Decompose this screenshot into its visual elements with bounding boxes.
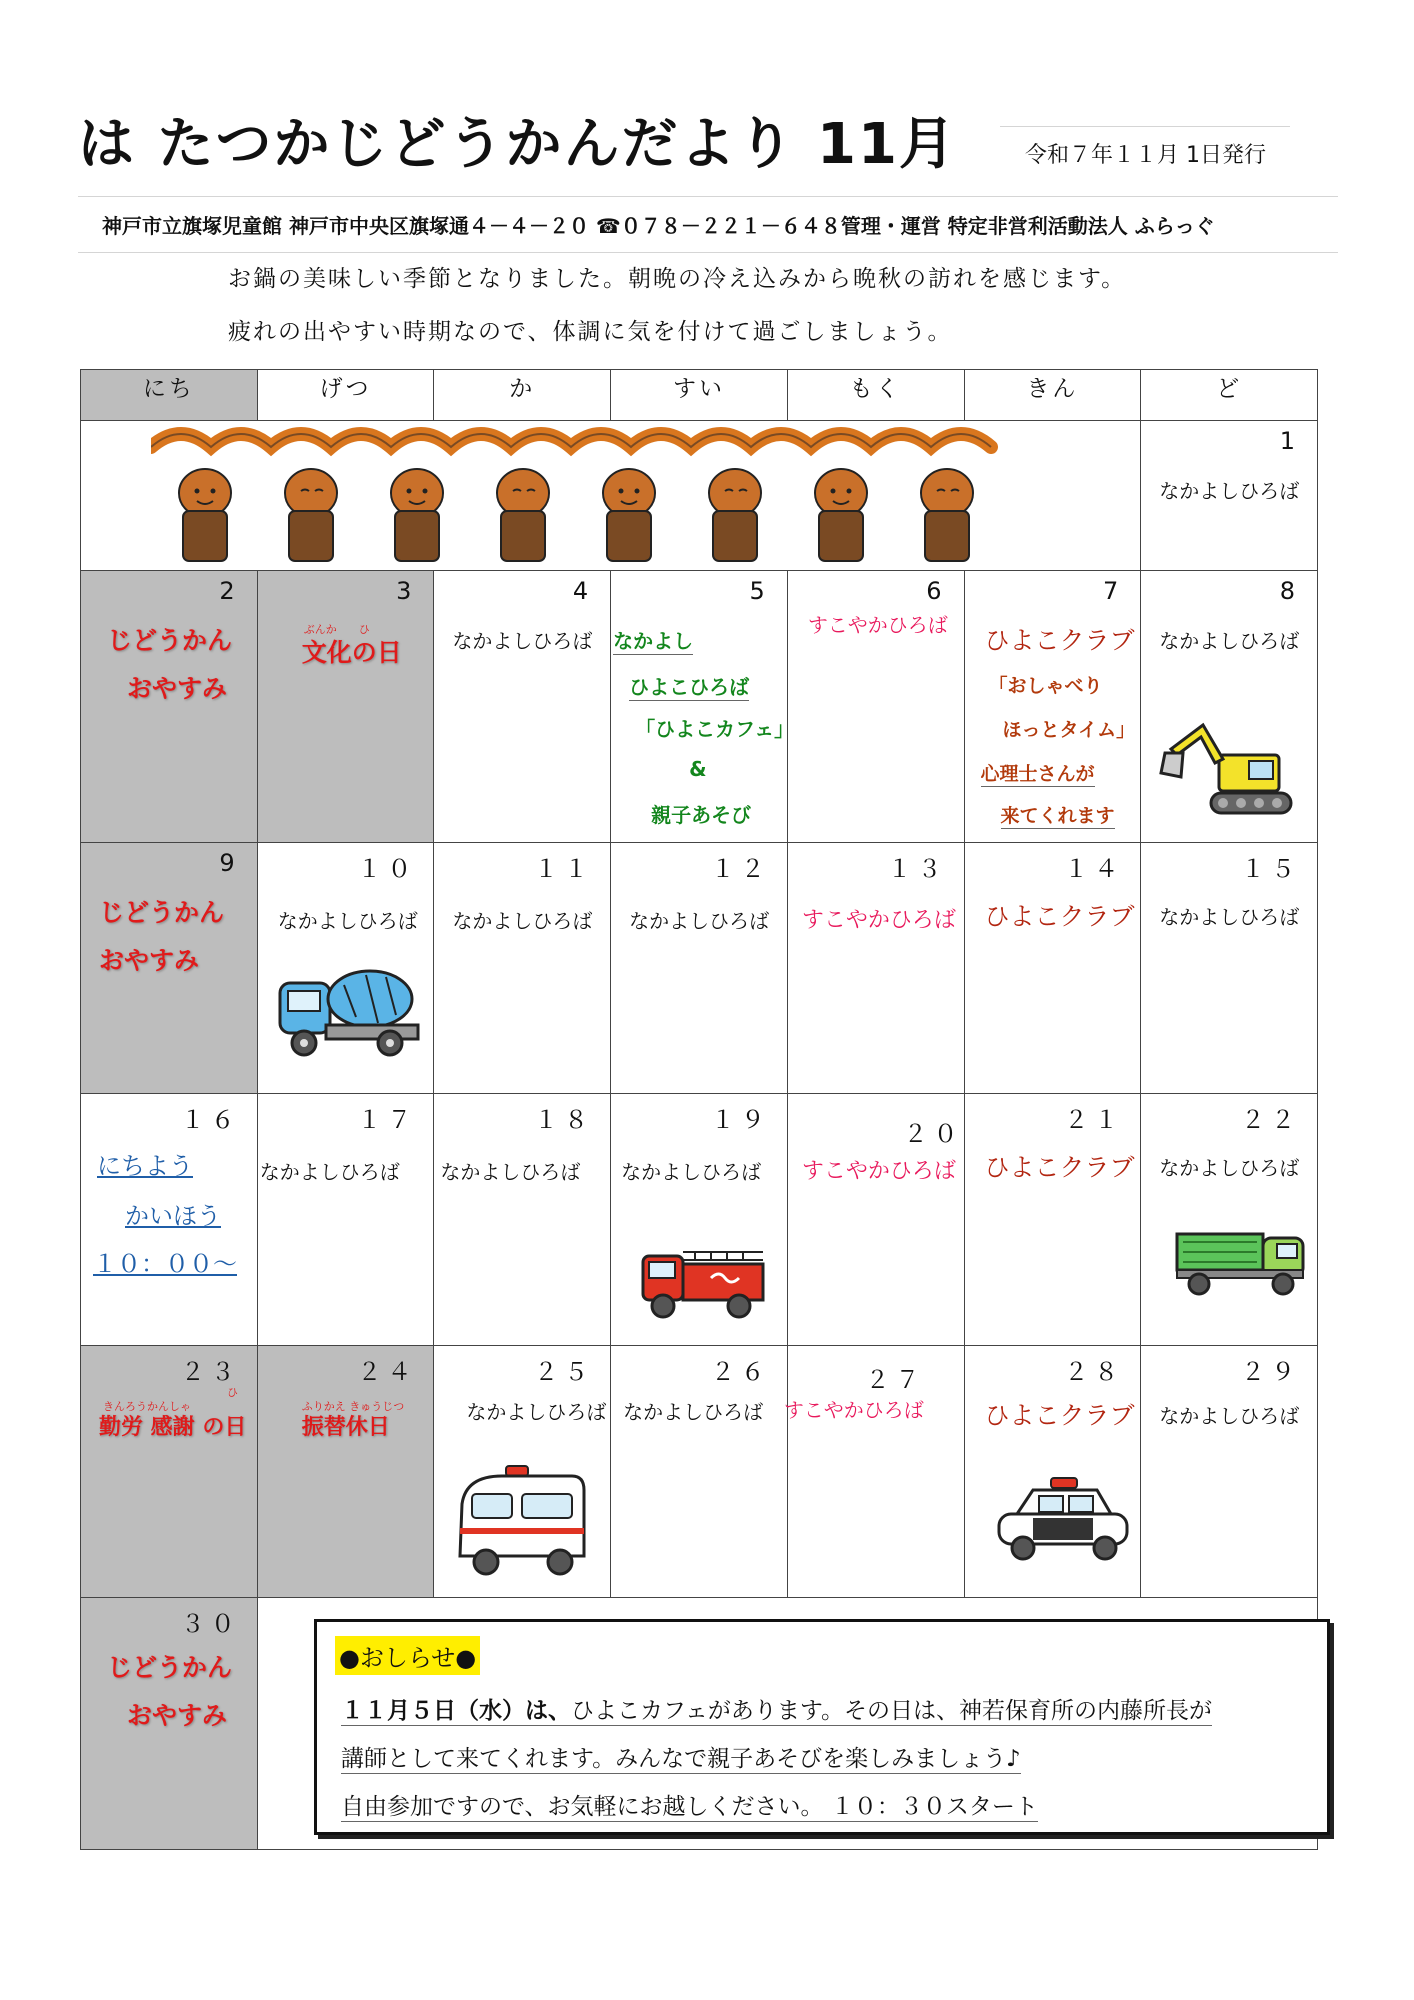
day-number: ２２	[1241, 1106, 1301, 1134]
ambulance-illustration	[452, 1464, 592, 1582]
day-cell	[434, 843, 611, 1094]
day-number: ３０	[180, 1610, 241, 1638]
event-label: 来てくれます	[1001, 801, 1115, 829]
day-cell	[611, 843, 788, 1094]
day-number: 3	[396, 577, 418, 605]
day-cell	[783, 1346, 964, 1598]
dump-truck-illustration	[1173, 1222, 1313, 1302]
weekday-header: すい	[611, 370, 788, 421]
notice-heading: ●おしらせ●	[335, 1636, 480, 1675]
notice-box	[314, 1619, 1330, 1835]
day-cell	[787, 843, 964, 1094]
notice-text: ひよこカフェがあります。その日は、神若保育所の内藤所長が	[571, 1698, 1213, 1724]
closed-label: じどうかん	[107, 626, 233, 655]
event-label: なかよしひろば	[1159, 1404, 1300, 1428]
event-label: すこやかひろば	[783, 1398, 924, 1422]
acorn-character	[815, 469, 867, 561]
day-cell	[257, 571, 434, 843]
event-label: なかよしひろば	[452, 629, 593, 653]
day-number: ２８	[1064, 1358, 1125, 1386]
event-label: すこやかひろば	[801, 1159, 956, 1184]
event-label: かいほう	[125, 1202, 221, 1230]
acorn-garland-illustration	[151, 423, 1031, 569]
acorn-character	[921, 469, 973, 561]
day-cell	[257, 843, 434, 1094]
event-label: なかよしひろば	[621, 1160, 762, 1184]
event-label: なかよしひろば	[466, 1400, 607, 1424]
acorn-character	[391, 469, 443, 561]
divider	[1000, 126, 1290, 127]
closed-label: じどうかん	[107, 1653, 233, 1682]
furigana: ぶんか ひ	[303, 623, 370, 636]
event-label: なかよし	[613, 625, 693, 655]
day-cell	[964, 843, 1141, 1094]
day-number: 9	[219, 849, 241, 877]
event-label: ひよこクラブ	[984, 1401, 1135, 1430]
day-number: １１	[534, 855, 595, 883]
holiday-label: 振替休日	[301, 1415, 390, 1440]
day-cell	[611, 1346, 788, 1598]
closed-label: おやすみ	[127, 674, 228, 703]
weekday-header: か	[434, 370, 611, 421]
weekday-header: きん	[964, 370, 1141, 421]
day-number: １４	[1064, 855, 1125, 883]
acorn-character	[285, 469, 337, 561]
weekday-header: にち	[81, 370, 258, 421]
event-label: 親子あそび	[651, 803, 752, 827]
event-label: ひよこクラブ	[984, 1153, 1135, 1182]
day-cell	[81, 1598, 258, 1850]
day-cell	[257, 1346, 434, 1598]
event-label: なかよしひろば	[440, 1160, 581, 1184]
event-label: ひよこクラブ	[984, 902, 1135, 931]
day-number: １３	[887, 855, 948, 883]
divider	[78, 252, 1338, 253]
day-number: 5	[749, 577, 771, 605]
day-number: ２４	[357, 1358, 418, 1386]
notice-line-3: 自由参加ですので、お気軽にお越しください。 １０：３０スタート	[341, 1788, 1038, 1822]
event-label: にちよう	[97, 1152, 193, 1180]
address-line: 神戸市立旗塚児童館 神戸市中央区旗塚通４－４－２０ ☎０７８－２２１－６４８管理・運営 特定非営利活動法人 ふらっぐ	[102, 214, 1215, 238]
weekday-header: げつ	[257, 370, 434, 421]
day-number: １６	[180, 1106, 241, 1134]
day-number: 6	[926, 577, 948, 605]
event-label: すこやかひろば	[807, 613, 948, 637]
weekday-header: もく	[787, 370, 964, 421]
day-number: 1	[1279, 427, 1301, 455]
newsletter-title: は たつかじどうかんだより 11月	[78, 112, 957, 177]
day-number: 8	[1279, 577, 1301, 605]
event-label: なかよしひろば	[259, 1160, 400, 1184]
furigana: ふりかえ きゅうじつ	[301, 1400, 405, 1413]
excavator-illustration	[1151, 719, 1301, 829]
acorn-character	[497, 469, 549, 561]
event-label: ひよこクラブ	[984, 626, 1135, 655]
weekday-header: ど	[1141, 370, 1318, 421]
day-cell	[1141, 843, 1318, 1094]
event-label: ひよこひろば	[629, 671, 749, 701]
day-cell	[1141, 421, 1318, 571]
day-cell	[434, 1094, 611, 1346]
acorn-character	[179, 469, 231, 561]
day-number: １２	[710, 855, 771, 883]
event-label: すこやかひろば	[801, 908, 956, 933]
day-number: １９	[710, 1106, 771, 1134]
intro-line-1: お鍋の美味しい季節となりました。朝晩の冷え込みから晩秋の訪れを感じます。	[228, 266, 1127, 292]
day-number: ２６	[710, 1358, 771, 1386]
acorn-illustration-cell	[81, 421, 1141, 571]
day-number: 2	[219, 577, 241, 605]
day-number: ２５	[534, 1358, 595, 1386]
holiday-label: 勤労 感謝 の日	[99, 1415, 247, 1440]
intro-line-2: 疲れの出やすい時期なので、体調に気を付けて過ごしましょう。	[228, 319, 953, 345]
day-cell	[1141, 1094, 1318, 1346]
day-cell	[964, 1094, 1141, 1346]
event-label: なかよしひろば	[629, 909, 770, 933]
day-number: ２９	[1241, 1358, 1301, 1386]
fire-truck-illustration	[639, 1234, 769, 1324]
day-cell	[81, 571, 258, 843]
holiday-label: 文化の日	[301, 638, 402, 667]
event-label: なかよしひろば	[1159, 479, 1300, 503]
day-number: 4	[572, 577, 595, 605]
day-number: ２０	[903, 1120, 964, 1148]
notice-line-1	[341, 1692, 1212, 1726]
mixer-truck-illustration	[274, 955, 424, 1065]
event-label: なかよしひろば	[1159, 905, 1300, 929]
day-cell	[964, 571, 1141, 843]
day-number: １５	[1241, 855, 1301, 883]
event-label: なかよしひろば	[1159, 1156, 1300, 1180]
event-label: １０：００〜	[93, 1250, 237, 1278]
closed-label: おやすみ	[99, 946, 200, 975]
day-cell	[81, 1094, 258, 1346]
day-number: ２３	[180, 1358, 241, 1386]
leaf-garland	[151, 434, 991, 447]
event-label: &	[689, 757, 707, 781]
day-cell	[964, 1346, 1141, 1598]
day-cell	[1141, 1346, 1318, 1598]
day-cell	[611, 571, 795, 843]
event-label: なかよしひろば	[452, 909, 593, 933]
event-label: 心理士さんが	[981, 759, 1095, 787]
day-number: 7	[1102, 577, 1125, 605]
furigana: ひ	[227, 1386, 238, 1399]
day-cell	[257, 1094, 434, 1346]
closed-label: おやすみ	[127, 1701, 228, 1730]
day-number: １７	[357, 1106, 418, 1134]
notice-date: １１月５日（水）は、	[341, 1698, 571, 1724]
day-cell	[81, 1346, 258, 1598]
day-number: １０	[357, 855, 418, 883]
day-cell	[434, 1346, 611, 1598]
day-number: ２１	[1064, 1106, 1125, 1134]
event-label: なかよしひろば	[277, 909, 418, 933]
event-label: 「ひよこカフェ」	[635, 717, 795, 741]
day-cell	[434, 571, 611, 843]
day-cell	[81, 843, 258, 1094]
day-cell	[787, 1094, 964, 1346]
issue-date: 令和７年１１月 1日発行	[1025, 143, 1266, 168]
police-car-illustration	[993, 1476, 1133, 1566]
day-number: ２７	[865, 1366, 926, 1394]
furigana: きんろうかんしゃ	[103, 1400, 191, 1413]
acorn-character	[603, 469, 655, 561]
event-label: なかよしひろば	[1159, 629, 1300, 653]
event-label: なかよしひろば	[623, 1400, 764, 1424]
divider	[78, 196, 1338, 197]
day-cell	[1141, 571, 1318, 843]
day-cell	[787, 571, 964, 843]
event-label: 「おしゃべり	[988, 675, 1103, 697]
day-cell	[611, 1094, 788, 1346]
notice-line-2: 講師として来てくれます。みんなで親子あそびを楽しみましょう♪	[341, 1740, 1021, 1774]
acorn-character	[709, 469, 761, 561]
event-label: ほっとタイム」	[1002, 719, 1136, 741]
closed-label: じどうかん	[99, 898, 225, 927]
day-number: １８	[534, 1106, 595, 1134]
